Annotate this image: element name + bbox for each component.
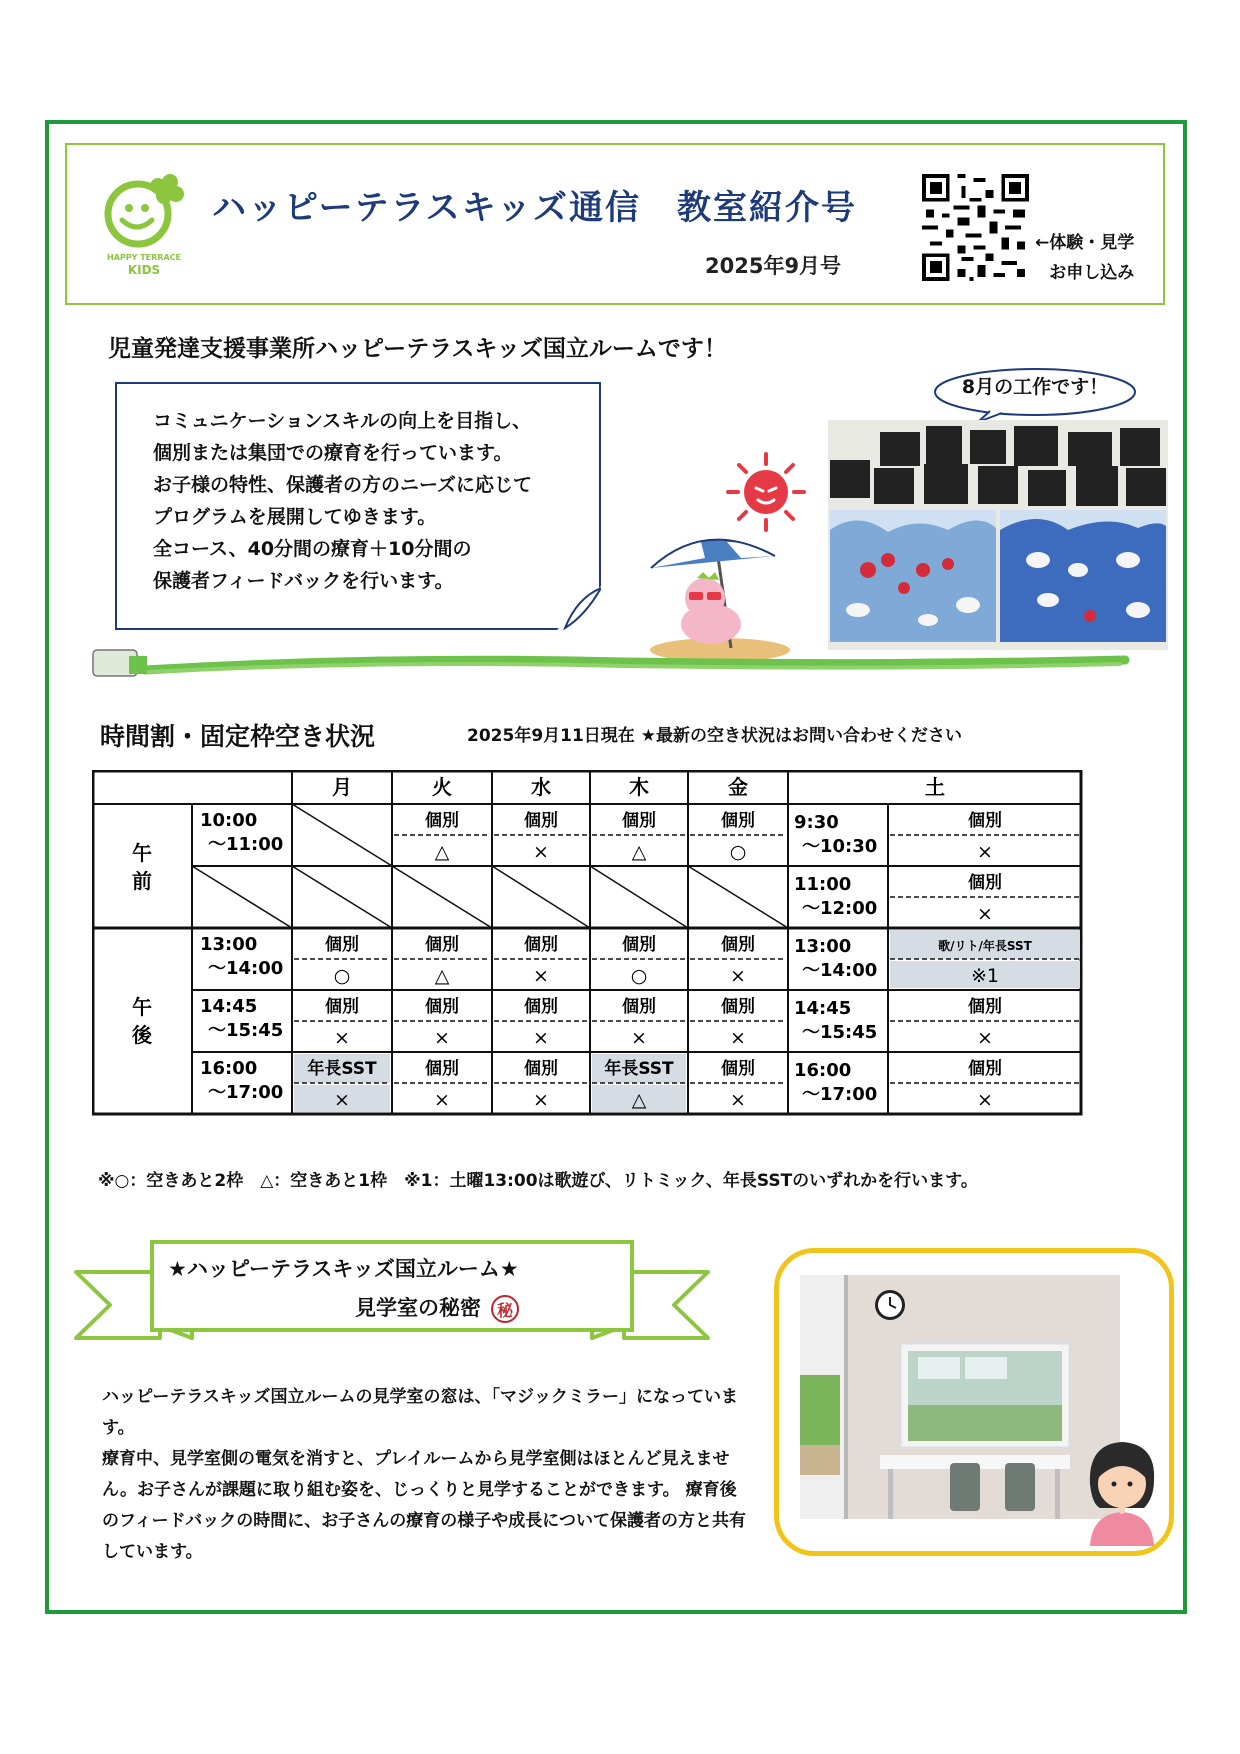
slot-type: 個別 — [524, 1059, 558, 1079]
slot-type: 個別 — [721, 1059, 755, 1079]
time-label: ～17:00 — [208, 1082, 284, 1103]
slot-type: 年長SST — [604, 1059, 674, 1079]
slot-status: × — [533, 965, 549, 987]
slot-status: × — [533, 1089, 549, 1111]
slot-status: × — [977, 1089, 993, 1111]
slot-status: × — [977, 1027, 993, 1049]
logo-text-top: HAPPY TERRACE — [107, 253, 181, 262]
girl-shh-illustration — [1082, 1438, 1162, 1546]
time-label: 13:00 — [200, 934, 258, 955]
slot-type: 個別 — [524, 997, 558, 1017]
slot-status: × — [533, 1027, 549, 1049]
qr-note-line1: ←体験・見学 — [1035, 233, 1135, 253]
slot-type: 個別 — [721, 935, 755, 955]
banner-line1: ★ハッピーテラスキッズ国立ルーム★ — [168, 1257, 519, 1281]
slot-status: × — [977, 841, 993, 863]
time-label: ～12:00 — [802, 898, 878, 919]
day-header: 木 — [629, 775, 649, 799]
slot-status: ○ — [630, 965, 648, 987]
slot-type: 個別 — [425, 811, 459, 831]
slot-status: × — [533, 841, 549, 863]
slot-type: 個別 — [622, 997, 656, 1017]
time-label: ～15:45 — [208, 1020, 284, 1041]
am-label: 午 — [132, 841, 152, 865]
slot-status: × — [730, 1027, 746, 1049]
secret-stamp-icon: 秘 — [491, 1295, 519, 1323]
slot-status: ○ — [333, 965, 351, 987]
mirror-paragraph: 療育中、見学室側の電気を消すと、プレイルームから見学室側はほとんど見えません。お子さんが課題に取り組む姿を、じっくりと見学することができます。 療育後のフィードバックの時間に、お子さんの療育の様子や成長について保護者の方と共有しています。 — [102, 1449, 746, 1562]
banner-line2-text: 見学室の秘密 — [355, 1296, 481, 1320]
intro-line: コミュニケーションスキルの向上を目指し、 — [153, 410, 532, 432]
page-curl-icon — [557, 586, 601, 630]
slot-type: 個別 — [425, 1059, 459, 1079]
slot-status: × — [730, 965, 746, 987]
slot-status: × — [334, 1089, 350, 1111]
slot-type: 個別 — [622, 811, 656, 831]
issue-date: 2025年9月号 — [705, 254, 842, 278]
slot-type: 個別 — [425, 935, 459, 955]
logo-text-bottom: KIDS — [127, 263, 161, 277]
slot-status: △ — [631, 841, 647, 863]
slot-status: × — [434, 1089, 450, 1111]
time-label: 11:00 — [794, 874, 852, 895]
slot-status: △ — [434, 965, 450, 987]
time-label: 14:45 — [200, 996, 258, 1017]
slot-status: △ — [434, 841, 450, 863]
mirror-description — [102, 1382, 747, 1568]
slot-status: ○ — [729, 841, 747, 863]
qr-code[interactable] — [918, 170, 1033, 285]
slot-status: × — [334, 1027, 350, 1049]
qr-note-line2: お申し込み — [1049, 263, 1135, 283]
slot-type: 個別 — [968, 997, 1002, 1017]
slot-type: 歌/リト/年長SST — [938, 939, 1032, 953]
timetable-note: ※○：空きあと2枠 △：空きあと1枠 ※1：土曜13:00は歌遊び、リトミック、年長SSTのいずれかを行います。 — [98, 1171, 978, 1191]
intro-line: 全コース、40分間の療育＋10分間の — [153, 538, 472, 560]
slot-status: × — [730, 1089, 746, 1111]
time-label: ～15:45 — [802, 1022, 878, 1043]
time-label: 16:00 — [794, 1060, 852, 1081]
day-header: 火 — [432, 775, 452, 799]
green-paint-stroke — [85, 644, 1145, 684]
timetable-title: 時間割・固定枠空き状況 — [100, 722, 376, 751]
banner-line2 — [355, 1292, 519, 1323]
day-header: 土 — [925, 775, 945, 799]
pm-label: 午 — [132, 995, 152, 1019]
pm-label: 後 — [132, 1023, 152, 1047]
happy-terrace-logo — [98, 168, 190, 280]
am-label: 前 — [132, 869, 152, 893]
slot-type: 個別 — [524, 811, 558, 831]
intro-line: お子様の特性、保護者の方のニーズに応じて — [153, 474, 533, 496]
slot-type: 個別 — [325, 997, 359, 1017]
slot-type: 個別 — [721, 811, 755, 831]
slot-status: × — [434, 1027, 450, 1049]
slot-status: △ — [631, 1089, 647, 1111]
slot-type: 個別 — [325, 935, 359, 955]
slot-type: 年長SST — [307, 1059, 377, 1079]
intro-line: 個別または集団での療育を行っています。 — [153, 442, 513, 464]
time-label: ～14:00 — [802, 960, 878, 981]
slot-type: 個別 — [425, 997, 459, 1017]
mascot-umbrella-illustration — [645, 528, 795, 663]
time-label: ～10:30 — [802, 836, 878, 857]
day-header: 月 — [332, 775, 352, 799]
time-label: 13:00 — [794, 936, 852, 957]
mirror-paragraph: ハッピーテラスキッズ国立ルームの見学室の窓は、「マジックミラー」になっています。 — [102, 1387, 738, 1438]
time-label: 14:45 — [794, 998, 852, 1019]
time-label: 16:00 — [200, 1058, 258, 1079]
intro-heading: 児童発達支援事業所ハッピーテラスキッズ国立ルームです！ — [108, 336, 727, 362]
slot-status: × — [631, 1027, 647, 1049]
time-label: 9:30 — [794, 812, 839, 833]
slot-type: 個別 — [968, 1059, 1002, 1079]
slot-type: 個別 — [622, 935, 656, 955]
timetable — [92, 770, 1096, 1156]
bubble-text: 8月の工作です！ — [961, 376, 1109, 398]
day-header: 金 — [728, 775, 748, 799]
slot-status: × — [977, 903, 993, 925]
sun-illustration — [726, 452, 806, 532]
day-header: 水 — [531, 775, 551, 799]
time-label: ～14:00 — [208, 958, 284, 979]
qr-note — [1035, 228, 1134, 288]
observation-room-photo — [800, 1275, 1120, 1519]
slot-type: 個別 — [524, 935, 558, 955]
intro-line: 保護者フィードバックを行います。 — [153, 570, 454, 592]
intro-line: プログラムを展開してゆきます。 — [153, 506, 437, 528]
newsletter-title: ハッピーテラスキッズ通信 教室紹介号 — [212, 188, 857, 228]
slot-type: 個別 — [968, 811, 1002, 831]
time-label: ～11:00 — [208, 834, 284, 855]
time-label: ～17:00 — [802, 1084, 878, 1105]
slot-type: 個別 — [968, 873, 1002, 893]
slot-type: 個別 — [721, 997, 755, 1017]
timetable-as-of: 2025年9月11日現在 ★最新の空き状況はお問い合わせください — [467, 726, 962, 746]
craft-photo — [828, 420, 1168, 650]
slot-status: ※1 — [970, 965, 1000, 987]
intro-box — [115, 382, 601, 630]
time-label: 10:00 — [200, 810, 258, 831]
